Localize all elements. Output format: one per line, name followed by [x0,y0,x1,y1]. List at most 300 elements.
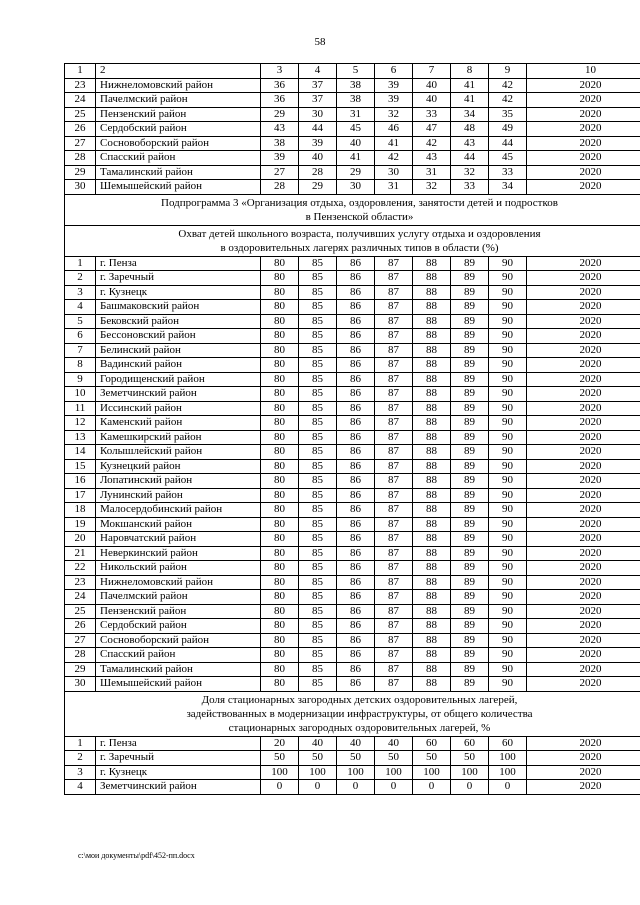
value-cell: 2020 [527,445,640,460]
value-cell: 3 [261,64,299,79]
indicator-heading [65,691,640,736]
value-cell: 89 [451,285,489,300]
value-cell: 29 [299,180,337,195]
value-cell: 87 [375,517,413,532]
value-cell: 88 [413,445,451,460]
value-cell: 32 [375,107,413,122]
row-number-cell: 7 [65,343,96,358]
value-cell: 39 [299,136,337,151]
value-cell: 86 [337,546,375,561]
value-cell: 10 [527,64,640,79]
district-name-cell: Бековский район [96,314,261,329]
value-cell: 2020 [527,416,640,431]
row-number-cell: 23 [65,78,96,93]
value-cell: 43 [261,122,299,137]
value-cell: 87 [375,575,413,590]
value-cell: 88 [413,590,451,605]
value-cell: 2020 [527,78,640,93]
value-cell: 86 [337,561,375,576]
district-name-cell: Шемышейский район [96,677,261,692]
table-row [65,751,640,766]
value-cell: 87 [375,401,413,416]
value-cell: 50 [299,751,337,766]
value-cell: 86 [337,503,375,518]
value-cell: 41 [451,78,489,93]
row-number-cell: 26 [65,619,96,634]
table-row [65,532,640,547]
value-cell: 86 [337,590,375,605]
district-name-cell: г. Кузнецк [96,285,261,300]
value-cell: 85 [299,372,337,387]
row-number-cell: 19 [65,517,96,532]
district-name-cell: Бессоновский район [96,329,261,344]
value-cell: 31 [413,165,451,180]
value-cell: 87 [375,372,413,387]
value-cell: 37 [299,93,337,108]
value-cell: 40 [299,151,337,166]
value-cell: 86 [337,633,375,648]
row-number-cell: 16 [65,474,96,489]
row-number-cell: 1 [65,256,96,271]
value-cell: 2020 [527,387,640,402]
value-cell: 90 [489,285,527,300]
district-name-cell: Пензенский район [96,107,261,122]
value-cell: 80 [261,401,299,416]
value-cell: 40 [337,736,375,751]
value-cell: 80 [261,561,299,576]
value-cell: 2020 [527,751,640,766]
value-cell: 85 [299,459,337,474]
value-cell: 8 [451,64,489,79]
value-cell: 85 [299,343,337,358]
section-line: Доля стационарных загородных детских оздоровительных лагерей, [201,693,518,706]
value-cell: 86 [337,445,375,460]
value-cell: 41 [337,151,375,166]
table-row [65,165,640,180]
table-row [65,314,640,329]
page-number: 58 [314,36,326,48]
district-name-cell: Лопатинский район [96,474,261,489]
value-cell: 86 [337,401,375,416]
value-cell: 33 [451,180,489,195]
value-cell: 90 [489,648,527,663]
table-row [65,107,640,122]
value-cell: 87 [375,387,413,402]
value-cell: 2020 [527,590,640,605]
table-row [65,474,640,489]
row-number-cell: 9 [65,372,96,387]
value-cell: 90 [489,343,527,358]
value-cell: 80 [261,358,299,373]
table-row [65,271,640,286]
row-number-cell: 14 [65,445,96,460]
value-cell: 80 [261,329,299,344]
value-cell: 2020 [527,517,640,532]
value-cell: 34 [451,107,489,122]
value-cell: 80 [261,387,299,402]
value-cell: 100 [489,751,527,766]
value-cell: 89 [451,474,489,489]
value-cell: 90 [489,532,527,547]
value-cell: 87 [375,662,413,677]
value-cell: 85 [299,662,337,677]
table-row [65,285,640,300]
value-cell: 2020 [527,401,640,416]
table-row [65,604,640,619]
section-line: Охват детей школьного возраста, получивших услугу отдыха и оздоровления [178,227,541,240]
value-cell: 89 [451,604,489,619]
value-cell: 89 [451,662,489,677]
value-cell: 60 [489,736,527,751]
table-row [65,546,640,561]
value-cell: 44 [299,122,337,137]
value-cell: 85 [299,546,337,561]
value-cell: 86 [337,358,375,373]
row-number-cell: 3 [65,765,96,780]
value-cell: 89 [451,314,489,329]
table-row [65,662,640,677]
value-cell: 85 [299,430,337,445]
value-cell: 2020 [527,488,640,503]
district-name-cell: Сердобский район [96,122,261,137]
table-row [65,488,640,503]
district-name-cell: Малосердобинский район [96,503,261,518]
value-cell: 2020 [527,474,640,489]
value-cell: 86 [337,372,375,387]
district-name-cell: Нижнеломовский район [96,78,261,93]
value-cell: 87 [375,358,413,373]
value-cell: 41 [451,93,489,108]
value-cell: 87 [375,271,413,286]
value-cell: 0 [413,780,451,795]
value-cell: 0 [451,780,489,795]
value-cell: 0 [337,780,375,795]
value-cell: 80 [261,300,299,315]
district-name-cell: Сосновоборский район [96,633,261,648]
table-row [65,401,640,416]
subprogram-heading [65,194,640,225]
district-name-cell: Башмаковский район [96,300,261,315]
value-cell: 89 [451,430,489,445]
row-number-cell: 1 [65,736,96,751]
value-cell: 90 [489,662,527,677]
value-cell: 2020 [527,619,640,634]
value-cell: 30 [337,180,375,195]
value-cell: 85 [299,314,337,329]
value-cell: 48 [451,122,489,137]
value-cell: 90 [489,430,527,445]
value-cell: 7 [413,64,451,79]
value-cell: 90 [489,488,527,503]
value-cell: 20 [261,736,299,751]
value-cell: 85 [299,633,337,648]
value-cell: 2020 [527,648,640,663]
value-cell: 40 [375,736,413,751]
value-cell: 88 [413,561,451,576]
value-cell: 80 [261,532,299,547]
table-row [65,648,640,663]
value-cell: 90 [489,677,527,692]
value-cell: 80 [261,271,299,286]
value-cell: 80 [261,633,299,648]
value-cell: 85 [299,488,337,503]
value-cell: 89 [451,300,489,315]
value-cell: 39 [261,151,299,166]
table-row [65,180,640,195]
value-cell: 90 [489,619,527,634]
district-name-cell: 2 [96,64,261,79]
value-cell: 2020 [527,532,640,547]
value-cell: 37 [299,78,337,93]
value-cell: 88 [413,633,451,648]
value-cell: 90 [489,604,527,619]
value-cell: 89 [451,575,489,590]
value-cell: 90 [489,474,527,489]
value-cell: 2020 [527,561,640,576]
value-cell: 87 [375,256,413,271]
row-number-cell: 21 [65,546,96,561]
row-number-cell: 6 [65,329,96,344]
value-cell: 86 [337,604,375,619]
value-cell: 88 [413,546,451,561]
value-cell: 87 [375,459,413,474]
value-cell: 86 [337,314,375,329]
row-number-cell: 2 [65,271,96,286]
value-cell: 88 [413,662,451,677]
value-cell: 50 [261,751,299,766]
value-cell: 2020 [527,780,640,795]
value-cell: 86 [337,387,375,402]
table-row [65,93,640,108]
value-cell: 2020 [527,93,640,108]
value-cell: 29 [261,107,299,122]
value-cell: 88 [413,503,451,518]
table-row [65,256,640,271]
value-cell: 2020 [527,329,640,344]
value-cell: 50 [413,751,451,766]
value-cell: 89 [451,648,489,663]
value-cell: 2020 [527,151,640,166]
value-cell: 85 [299,561,337,576]
value-cell: 45 [489,151,527,166]
row-number-cell: 26 [65,122,96,137]
value-cell: 42 [413,136,451,151]
value-cell: 31 [375,180,413,195]
value-cell: 86 [337,459,375,474]
table-header-row [65,64,640,79]
value-cell: 80 [261,445,299,460]
value-cell: 85 [299,416,337,431]
value-cell: 88 [413,488,451,503]
section-line: в Пензенской области» [305,210,414,223]
district-name-cell: Неверкинский район [96,546,261,561]
value-cell: 90 [489,271,527,286]
value-cell: 90 [489,517,527,532]
value-cell: 88 [413,532,451,547]
value-cell: 85 [299,285,337,300]
value-cell: 90 [489,590,527,605]
value-cell: 89 [451,619,489,634]
value-cell: 86 [337,329,375,344]
table-row [65,765,640,780]
value-cell: 38 [261,136,299,151]
value-cell: 88 [413,648,451,663]
value-cell: 2020 [527,358,640,373]
value-cell: 80 [261,488,299,503]
value-cell: 38 [337,78,375,93]
value-cell: 86 [337,256,375,271]
value-cell: 85 [299,387,337,402]
value-cell: 2020 [527,546,640,561]
value-cell: 89 [451,329,489,344]
row-number-cell: 4 [65,300,96,315]
value-cell: 49 [489,122,527,137]
value-cell: 40 [413,93,451,108]
district-name-cell: Лунинский район [96,488,261,503]
value-cell: 28 [299,165,337,180]
value-cell: 85 [299,575,337,590]
table-row [65,343,640,358]
row-number-cell: 28 [65,151,96,166]
value-cell: 2020 [527,430,640,445]
row-number-cell: 10 [65,387,96,402]
indicator-heading [65,225,640,256]
value-cell: 87 [375,604,413,619]
value-cell: 80 [261,314,299,329]
value-cell: 2020 [527,343,640,358]
value-cell: 89 [451,546,489,561]
value-cell: 89 [451,358,489,373]
value-cell: 44 [451,151,489,166]
value-cell: 89 [451,445,489,460]
value-cell: 88 [413,343,451,358]
value-cell: 80 [261,343,299,358]
value-cell: 86 [337,677,375,692]
value-cell: 87 [375,300,413,315]
value-cell: 86 [337,474,375,489]
value-cell: 4 [299,64,337,79]
district-name-cell: г. Пенза [96,736,261,751]
value-cell: 88 [413,372,451,387]
value-cell: 90 [489,387,527,402]
value-cell: 50 [337,751,375,766]
value-cell: 46 [375,122,413,137]
value-cell: 88 [413,285,451,300]
value-cell: 42 [489,78,527,93]
value-cell: 44 [489,136,527,151]
district-name-cell: Спасский район [96,648,261,663]
value-cell: 90 [489,561,527,576]
district-name-cell: Пензенский район [96,604,261,619]
value-cell: 80 [261,416,299,431]
indicators-table [64,63,640,795]
value-cell: 87 [375,677,413,692]
value-cell: 5 [337,64,375,79]
value-cell: 88 [413,256,451,271]
row-number-cell: 22 [65,561,96,576]
value-cell: 89 [451,561,489,576]
value-cell: 90 [489,401,527,416]
value-cell: 2020 [527,604,640,619]
value-cell: 80 [261,285,299,300]
value-cell: 87 [375,430,413,445]
value-cell: 80 [261,546,299,561]
value-cell: 80 [261,619,299,634]
value-cell: 87 [375,503,413,518]
value-cell: 85 [299,648,337,663]
value-cell: 60 [413,736,451,751]
value-cell: 90 [489,416,527,431]
value-cell: 2020 [527,503,640,518]
value-cell: 89 [451,488,489,503]
value-cell: 40 [337,136,375,151]
value-cell: 87 [375,416,413,431]
value-cell: 80 [261,430,299,445]
value-cell: 30 [299,107,337,122]
table-row [65,736,640,751]
district-name-cell: Шемышейский район [96,180,261,195]
value-cell: 80 [261,575,299,590]
district-name-cell: Пачелмский район [96,93,261,108]
value-cell: 100 [261,765,299,780]
value-cell: 90 [489,445,527,460]
value-cell: 87 [375,488,413,503]
value-cell: 43 [451,136,489,151]
value-cell: 85 [299,329,337,344]
value-cell: 85 [299,532,337,547]
value-cell: 88 [413,300,451,315]
district-name-cell: г. Пенза [96,256,261,271]
value-cell: 2020 [527,285,640,300]
value-cell: 2020 [527,459,640,474]
value-cell: 42 [489,93,527,108]
value-cell: 32 [413,180,451,195]
table-row [65,387,640,402]
value-cell: 86 [337,648,375,663]
district-name-cell: Спасский район [96,151,261,166]
value-cell: 39 [375,78,413,93]
district-name-cell: г. Кузнецк [96,765,261,780]
value-cell: 89 [451,416,489,431]
value-cell: 89 [451,372,489,387]
value-cell: 34 [489,180,527,195]
table-row [65,430,640,445]
value-cell: 0 [261,780,299,795]
district-name-cell: Тамалинский район [96,662,261,677]
value-cell: 87 [375,474,413,489]
value-cell: 90 [489,546,527,561]
row-number-cell: 3 [65,285,96,300]
value-cell: 88 [413,387,451,402]
value-cell: 90 [489,633,527,648]
value-cell: 87 [375,561,413,576]
table-row [65,372,640,387]
district-name-cell: Сосновоборский район [96,136,261,151]
value-cell: 80 [261,648,299,663]
table-row [65,517,640,532]
value-cell: 28 [261,180,299,195]
district-name-cell: Кузнецкий район [96,459,261,474]
row-number-cell: 27 [65,633,96,648]
value-cell: 40 [299,736,337,751]
row-number-cell: 23 [65,575,96,590]
district-name-cell: г. Заречный [96,751,261,766]
value-cell: 80 [261,459,299,474]
value-cell: 30 [375,165,413,180]
value-cell: 0 [375,780,413,795]
value-cell: 88 [413,430,451,445]
value-cell: 87 [375,546,413,561]
